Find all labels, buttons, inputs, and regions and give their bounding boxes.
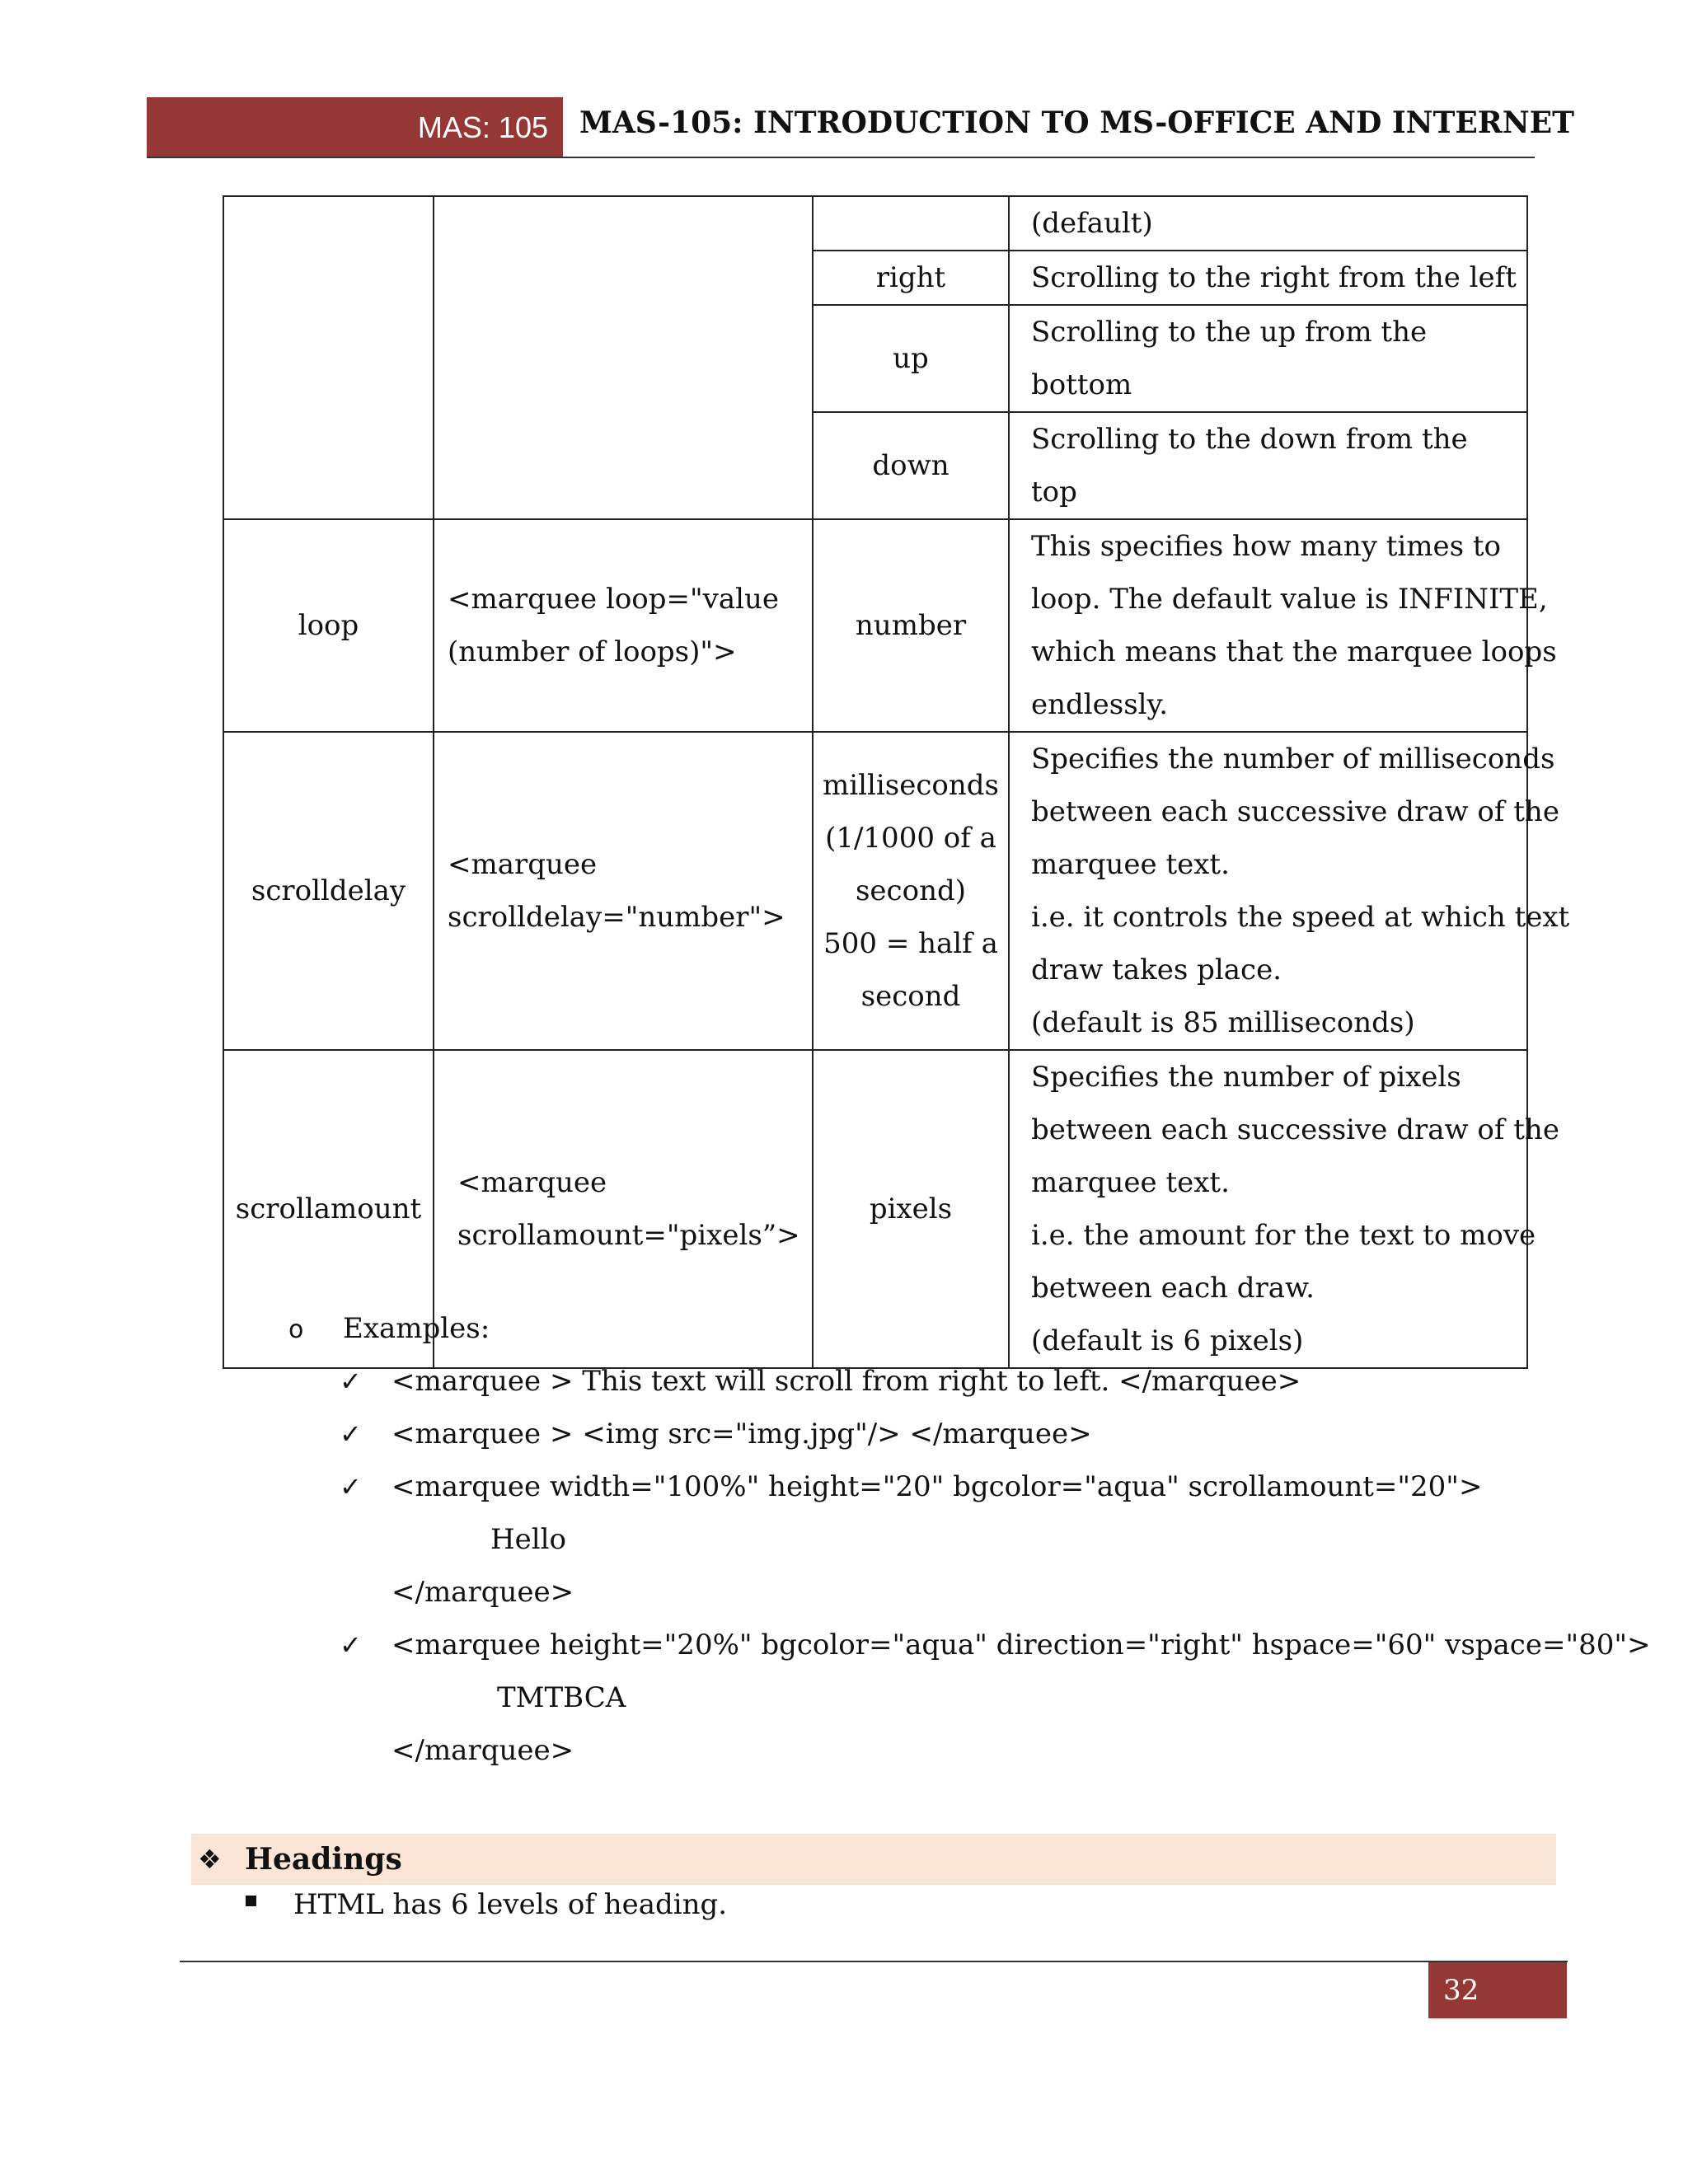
table-cell-attribute: scrolldelay <box>223 732 434 1050</box>
table-cell-syntax: <marquee scrollamount="pixels”> <box>434 1050 813 1368</box>
course-code-badge: MAS: 105 <box>147 97 563 157</box>
table-cell-value: right <box>813 251 1009 305</box>
example-code: <marquee > <img src="img.jpg"/> </marquee> <box>392 1418 1092 1451</box>
table-cell-value: number <box>813 519 1009 732</box>
table-cell-description: Specifies the number of milliseconds between each successive draw of the marquee text. i.e. it controls the speed at which text draw takes place. (default is 85 milliseconds) <box>1009 732 1527 1050</box>
section-bullet-text: HTML has 6 levels of heading. <box>293 1888 728 1921</box>
example-code: </marquee> <box>392 1734 574 1767</box>
checkmark-icon: ✓ <box>340 1366 362 1397</box>
table-cell-description: Scrolling to the down from the top <box>1009 412 1527 519</box>
example-code: TMTBCA <box>497 1681 626 1714</box>
table-row <box>223 196 1527 251</box>
table-cell-syntax <box>434 196 813 519</box>
table-cell-attribute <box>223 196 434 519</box>
table-cell-value <box>813 196 1009 251</box>
table-cell-description: (default) <box>1009 196 1527 251</box>
header-divider <box>147 157 1535 158</box>
table-cell-description: Scrolling to the up from the bottom <box>1009 305 1527 412</box>
table-cell-syntax: <marquee scrolldelay="number"> <box>434 732 813 1050</box>
example-code: </marquee> <box>392 1576 574 1609</box>
table-row-scrolldelay <box>223 732 1527 1050</box>
table-cell-syntax: <marquee loop="value (number of loops)"> <box>434 519 813 732</box>
example-code: <marquee height="20%" bgcolor="aqua" direction="right" hspace="60" vspace="80"> <box>392 1629 1651 1661</box>
example-code: <marquee width="100%" height="20" bgcolor="aqua" scrollamount="20"> <box>392 1470 1483 1503</box>
document-title: MAS-105: INTRODUCTION TO MS-OFFICE AND INTERNET <box>579 105 1574 140</box>
diamond-bullet-icon: ❖ <box>198 1844 222 1875</box>
table-cell-description: This specifies how many times to loop. The default value is INFINITE, which means that the marquee loops endlessly. <box>1009 519 1527 732</box>
circle-bullet-icon: o <box>288 1315 304 1344</box>
table-cell-description: Specifies the number of pixels between each successive draw of the marquee text. i.e. the amount for the text to move between each draw. (default is 6 pixels) <box>1009 1050 1527 1368</box>
table-cell-value: milliseconds (1/1000 of a second) 500 = half a second <box>813 732 1009 1050</box>
page-number: 32 <box>1428 1962 1567 2018</box>
checkmark-icon: ✓ <box>340 1418 362 1450</box>
table-cell-description: Scrolling to the right from the left <box>1009 251 1527 305</box>
checkmark-icon: ✓ <box>340 1471 362 1502</box>
table-row-loop <box>223 519 1527 732</box>
table-cell-value: up <box>813 305 1009 412</box>
square-bullet-icon <box>246 1896 256 1906</box>
checkmark-icon: ✓ <box>340 1629 362 1661</box>
section-title: Headings <box>245 1842 402 1877</box>
table-cell-value: down <box>813 412 1009 519</box>
table-cell-attribute: scrollamount <box>223 1050 434 1368</box>
footer-divider <box>180 1961 1568 1962</box>
examples-label: Examples: <box>343 1312 490 1345</box>
marquee-attributes-table <box>223 195 1570 1369</box>
table-cell-attribute: loop <box>223 519 434 732</box>
example-code: Hello <box>490 1523 566 1556</box>
table-cell-value: pixels <box>813 1050 1009 1368</box>
example-code: <marquee > This text will scroll from right to left. </marquee> <box>392 1365 1301 1398</box>
